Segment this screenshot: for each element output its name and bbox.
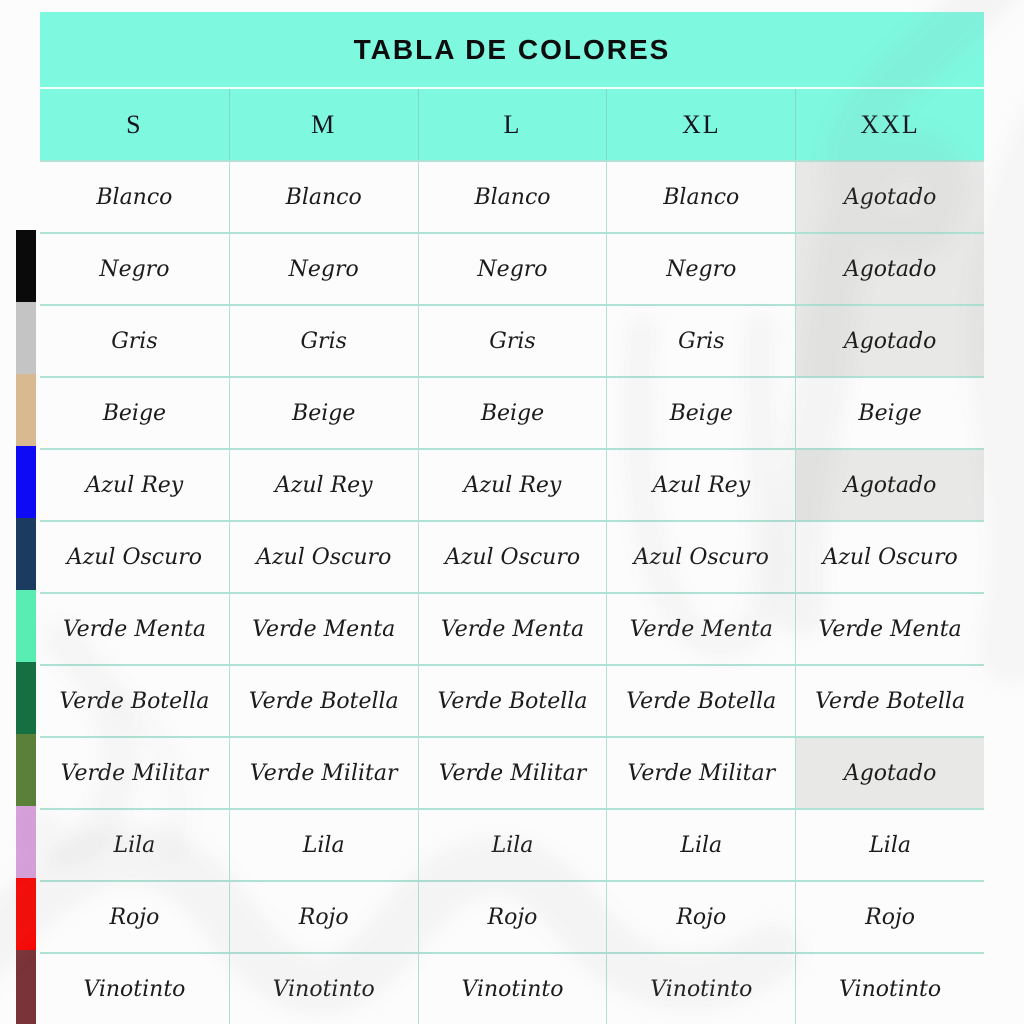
cell-verde-militar-s: Verde Militar <box>40 736 229 808</box>
swatch-negro <box>16 230 36 302</box>
cell-lila-l: Lila <box>418 808 607 880</box>
cell-vinotinto-xxl: Vinotinto <box>795 952 984 1024</box>
swatch-lila <box>16 806 36 878</box>
cell-gris-m: Gris <box>229 304 418 376</box>
cell-rojo-xl: Rojo <box>606 880 795 952</box>
swatch-azul-oscuro <box>16 518 36 590</box>
cell-vinotinto-xl: Vinotinto <box>606 952 795 1024</box>
cell-verde-menta-xl: Verde Menta <box>606 592 795 664</box>
size-header-m: M <box>229 89 418 160</box>
cell-verde-menta-m: Verde Menta <box>229 592 418 664</box>
swatch-column <box>16 158 36 1024</box>
cell-blanco-xl: Blanco <box>606 160 795 232</box>
cell-negro-l: Negro <box>418 232 607 304</box>
cell-verde-menta-s: Verde Menta <box>40 592 229 664</box>
size-header-l: L <box>418 89 607 160</box>
cell-azul-rey-l: Azul Rey <box>418 448 607 520</box>
swatch-azul-rey <box>16 446 36 518</box>
table-title-bar <box>40 12 984 89</box>
cell-lila-s: Lila <box>40 808 229 880</box>
cell-verde-botella-xxl: Verde Botella <box>795 664 984 736</box>
cell-blanco-l: Blanco <box>418 160 607 232</box>
cell-verde-militar-xl: Verde Militar <box>606 736 795 808</box>
cell-rojo-l: Rojo <box>418 880 607 952</box>
cell-negro-xl: Negro <box>606 232 795 304</box>
size-header-xxl: XXL <box>795 89 984 160</box>
cell-blanco-xxl: Agotado <box>795 160 984 232</box>
cell-gris-s: Gris <box>40 304 229 376</box>
cell-azul-oscuro-l: Azul Oscuro <box>418 520 607 592</box>
swatch-gris <box>16 302 36 374</box>
cell-vinotinto-l: Vinotinto <box>418 952 607 1024</box>
cell-verde-botella-s: Verde Botella <box>40 664 229 736</box>
cell-azul-oscuro-s: Azul Oscuro <box>40 520 229 592</box>
cell-negro-s: Negro <box>40 232 229 304</box>
table-body <box>40 160 984 1024</box>
cell-verde-militar-l: Verde Militar <box>418 736 607 808</box>
cell-verde-menta-xxl: Verde Menta <box>795 592 984 664</box>
cell-blanco-m: Blanco <box>229 160 418 232</box>
cell-lila-m: Lila <box>229 808 418 880</box>
cell-negro-xxl: Agotado <box>795 232 984 304</box>
cell-gris-xl: Gris <box>606 304 795 376</box>
cell-verde-militar-xxl: Agotado <box>795 736 984 808</box>
cell-gris-l: Gris <box>418 304 607 376</box>
cell-azul-rey-m: Azul Rey <box>229 448 418 520</box>
cell-rojo-m: Rojo <box>229 880 418 952</box>
cell-beige-m: Beige <box>229 376 418 448</box>
table-title: TABLA DE COLORES <box>353 33 671 65</box>
cell-azul-oscuro-xxl: Azul Oscuro <box>795 520 984 592</box>
size-header-row <box>40 89 984 160</box>
cell-azul-rey-xxl: Agotado <box>795 448 984 520</box>
swatch-vinotinto <box>16 950 36 1024</box>
cell-verde-menta-l: Verde Menta <box>418 592 607 664</box>
cell-azul-rey-s: Azul Rey <box>40 448 229 520</box>
cell-rojo-s: Rojo <box>40 880 229 952</box>
cell-verde-botella-xl: Verde Botella <box>606 664 795 736</box>
cell-gris-xxl: Agotado <box>795 304 984 376</box>
swatch-beige <box>16 374 36 446</box>
swatch-verde-menta <box>16 590 36 662</box>
cell-beige-xxl: Beige <box>795 376 984 448</box>
cell-negro-m: Negro <box>229 232 418 304</box>
cell-vinotinto-m: Vinotinto <box>229 952 418 1024</box>
cell-vinotinto-s: Vinotinto <box>40 952 229 1024</box>
cell-verde-botella-m: Verde Botella <box>229 664 418 736</box>
color-size-table <box>40 12 984 1024</box>
cell-lila-xxl: Lila <box>795 808 984 880</box>
cell-verde-botella-l: Verde Botella <box>418 664 607 736</box>
size-header-s: S <box>126 109 143 139</box>
cell-beige-s: Beige <box>40 376 229 448</box>
cell-lila-xl: Lila <box>606 808 795 880</box>
swatch-verde-botella <box>16 662 36 734</box>
cell-blanco-s: Blanco <box>40 160 229 232</box>
size-header-xl: XL <box>606 89 795 160</box>
swatch-rojo <box>16 878 36 950</box>
cell-beige-xl: Beige <box>606 376 795 448</box>
cell-rojo-xxl: Rojo <box>795 880 984 952</box>
swatch-verde-militar <box>16 734 36 806</box>
cell-azul-oscuro-xl: Azul Oscuro <box>606 520 795 592</box>
cell-beige-l: Beige <box>418 376 607 448</box>
cell-azul-rey-xl: Azul Rey <box>606 448 795 520</box>
cell-verde-militar-m: Verde Militar <box>229 736 418 808</box>
cell-azul-oscuro-m: Azul Oscuro <box>229 520 418 592</box>
